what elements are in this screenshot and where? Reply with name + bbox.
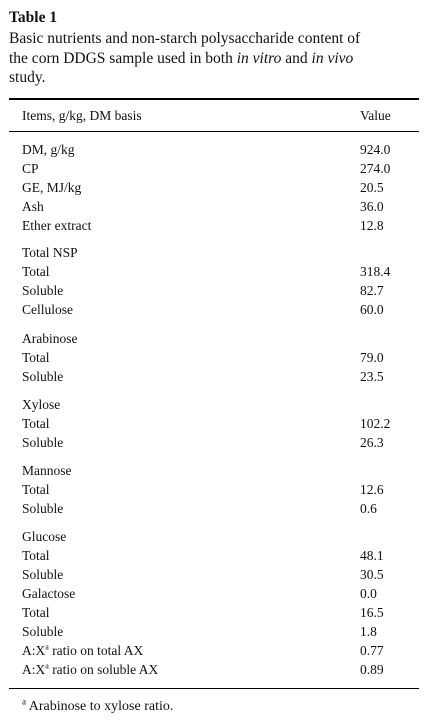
footnote-text: Arabinose to xylose ratio.	[28, 699, 174, 714]
table-row	[22, 197, 410, 216]
table-row	[22, 480, 410, 499]
row-label: Total	[22, 605, 50, 620]
table-row	[22, 348, 410, 367]
table-row	[22, 262, 410, 281]
table-row	[22, 159, 410, 178]
row-label: Arabinose	[22, 331, 78, 346]
row-label: GE, MJ/kg	[22, 180, 82, 195]
table-row	[22, 546, 410, 565]
header-value: Value	[360, 108, 391, 123]
table-label: Table 1	[9, 9, 58, 26]
title-italic-in-vitro: in vitro	[236, 49, 282, 67]
row-label: Galactose	[22, 586, 76, 601]
row-value: 0.0	[360, 586, 377, 601]
table-row	[22, 414, 410, 433]
table-row	[22, 584, 410, 603]
row-value: 82.7	[360, 283, 384, 298]
row-label: Ash	[22, 199, 44, 214]
row-label: Xylose	[22, 397, 61, 412]
table-row	[22, 565, 410, 584]
row-value: 30.5	[360, 567, 384, 582]
row-label: Soluble	[22, 283, 64, 298]
title-italic-in-vivo: in vivo	[311, 49, 354, 67]
table-header	[22, 106, 410, 126]
row-value: 23.5	[360, 369, 384, 384]
header-items: Items, g/kg, DM basis	[22, 108, 142, 123]
title-and: and	[281, 49, 312, 67]
row-value: 16.5	[360, 605, 384, 620]
table-row	[22, 461, 410, 480]
table-row	[22, 660, 410, 679]
top-rule	[9, 98, 419, 100]
row-value: 12.6	[360, 482, 384, 497]
table-row	[22, 603, 410, 622]
table-row	[22, 641, 410, 660]
row-label: $A:X^a$ ratio on soluble AX	[22, 661, 159, 677]
table-row	[22, 622, 410, 641]
table-row	[22, 329, 410, 348]
table-row	[22, 300, 410, 319]
table-row	[22, 499, 410, 518]
row-value: 12.8	[360, 218, 384, 233]
row-label: Soluble	[22, 624, 64, 639]
row-label: Glucose	[22, 529, 67, 544]
row-label: Soluble	[22, 369, 64, 384]
row-value: 1.8	[360, 624, 377, 639]
row-label: CP	[22, 161, 39, 176]
row-label: Total	[22, 482, 50, 497]
row-label: Total	[22, 416, 50, 431]
table-row	[22, 367, 410, 386]
row-value: 60.0	[360, 302, 384, 317]
row-label: Total	[22, 264, 50, 279]
row-label: Soluble	[22, 501, 64, 516]
row-label: Cellulose	[22, 302, 73, 317]
row-label: Soluble	[22, 435, 64, 450]
table-row	[22, 178, 410, 197]
row-label: Total	[22, 548, 50, 563]
row-value: 0.77	[360, 643, 384, 658]
title-line-2: the corn DDGS sample used in both	[9, 49, 237, 67]
row-value: 48.1	[360, 548, 384, 563]
table-row	[22, 281, 410, 300]
row-value: 0.6	[360, 501, 377, 516]
table-row	[22, 243, 410, 262]
title-line-1: Basic nutrients and non-starch polysaccharide content of	[9, 30, 361, 47]
table-row	[22, 395, 410, 414]
row-label: Ether extract	[22, 218, 92, 233]
row-label: Total NSP	[22, 245, 78, 260]
row-value: 26.3	[360, 435, 384, 450]
row-value: 36.0	[360, 199, 384, 214]
row-label: DM, g/kg	[22, 142, 75, 157]
row-value: 20.5	[360, 180, 384, 195]
row-value: 274.0	[360, 161, 391, 176]
bottom-rule	[9, 688, 419, 689]
header-rule	[9, 131, 419, 132]
row-label: Mannose	[22, 463, 72, 478]
footnote-marker: a	[22, 696, 26, 707]
row-value: 318.4	[360, 264, 391, 279]
table-row	[22, 140, 410, 159]
row-label: Total	[22, 350, 50, 365]
table-row	[22, 527, 410, 546]
table-row	[22, 433, 410, 452]
footnote	[22, 697, 173, 717]
row-value: 79.0	[360, 350, 384, 365]
title-line-3: study.	[9, 69, 46, 86]
row-value: 924.0	[360, 142, 391, 157]
row-value: 0.89	[360, 662, 384, 677]
table-caption	[9, 8, 421, 88]
row-label: $A:X^a$ ratio on total AX	[22, 642, 144, 658]
row-label: Soluble	[22, 567, 64, 582]
table-row	[22, 216, 410, 235]
row-value: 102.2	[360, 416, 391, 431]
table-title	[9, 29, 421, 88]
